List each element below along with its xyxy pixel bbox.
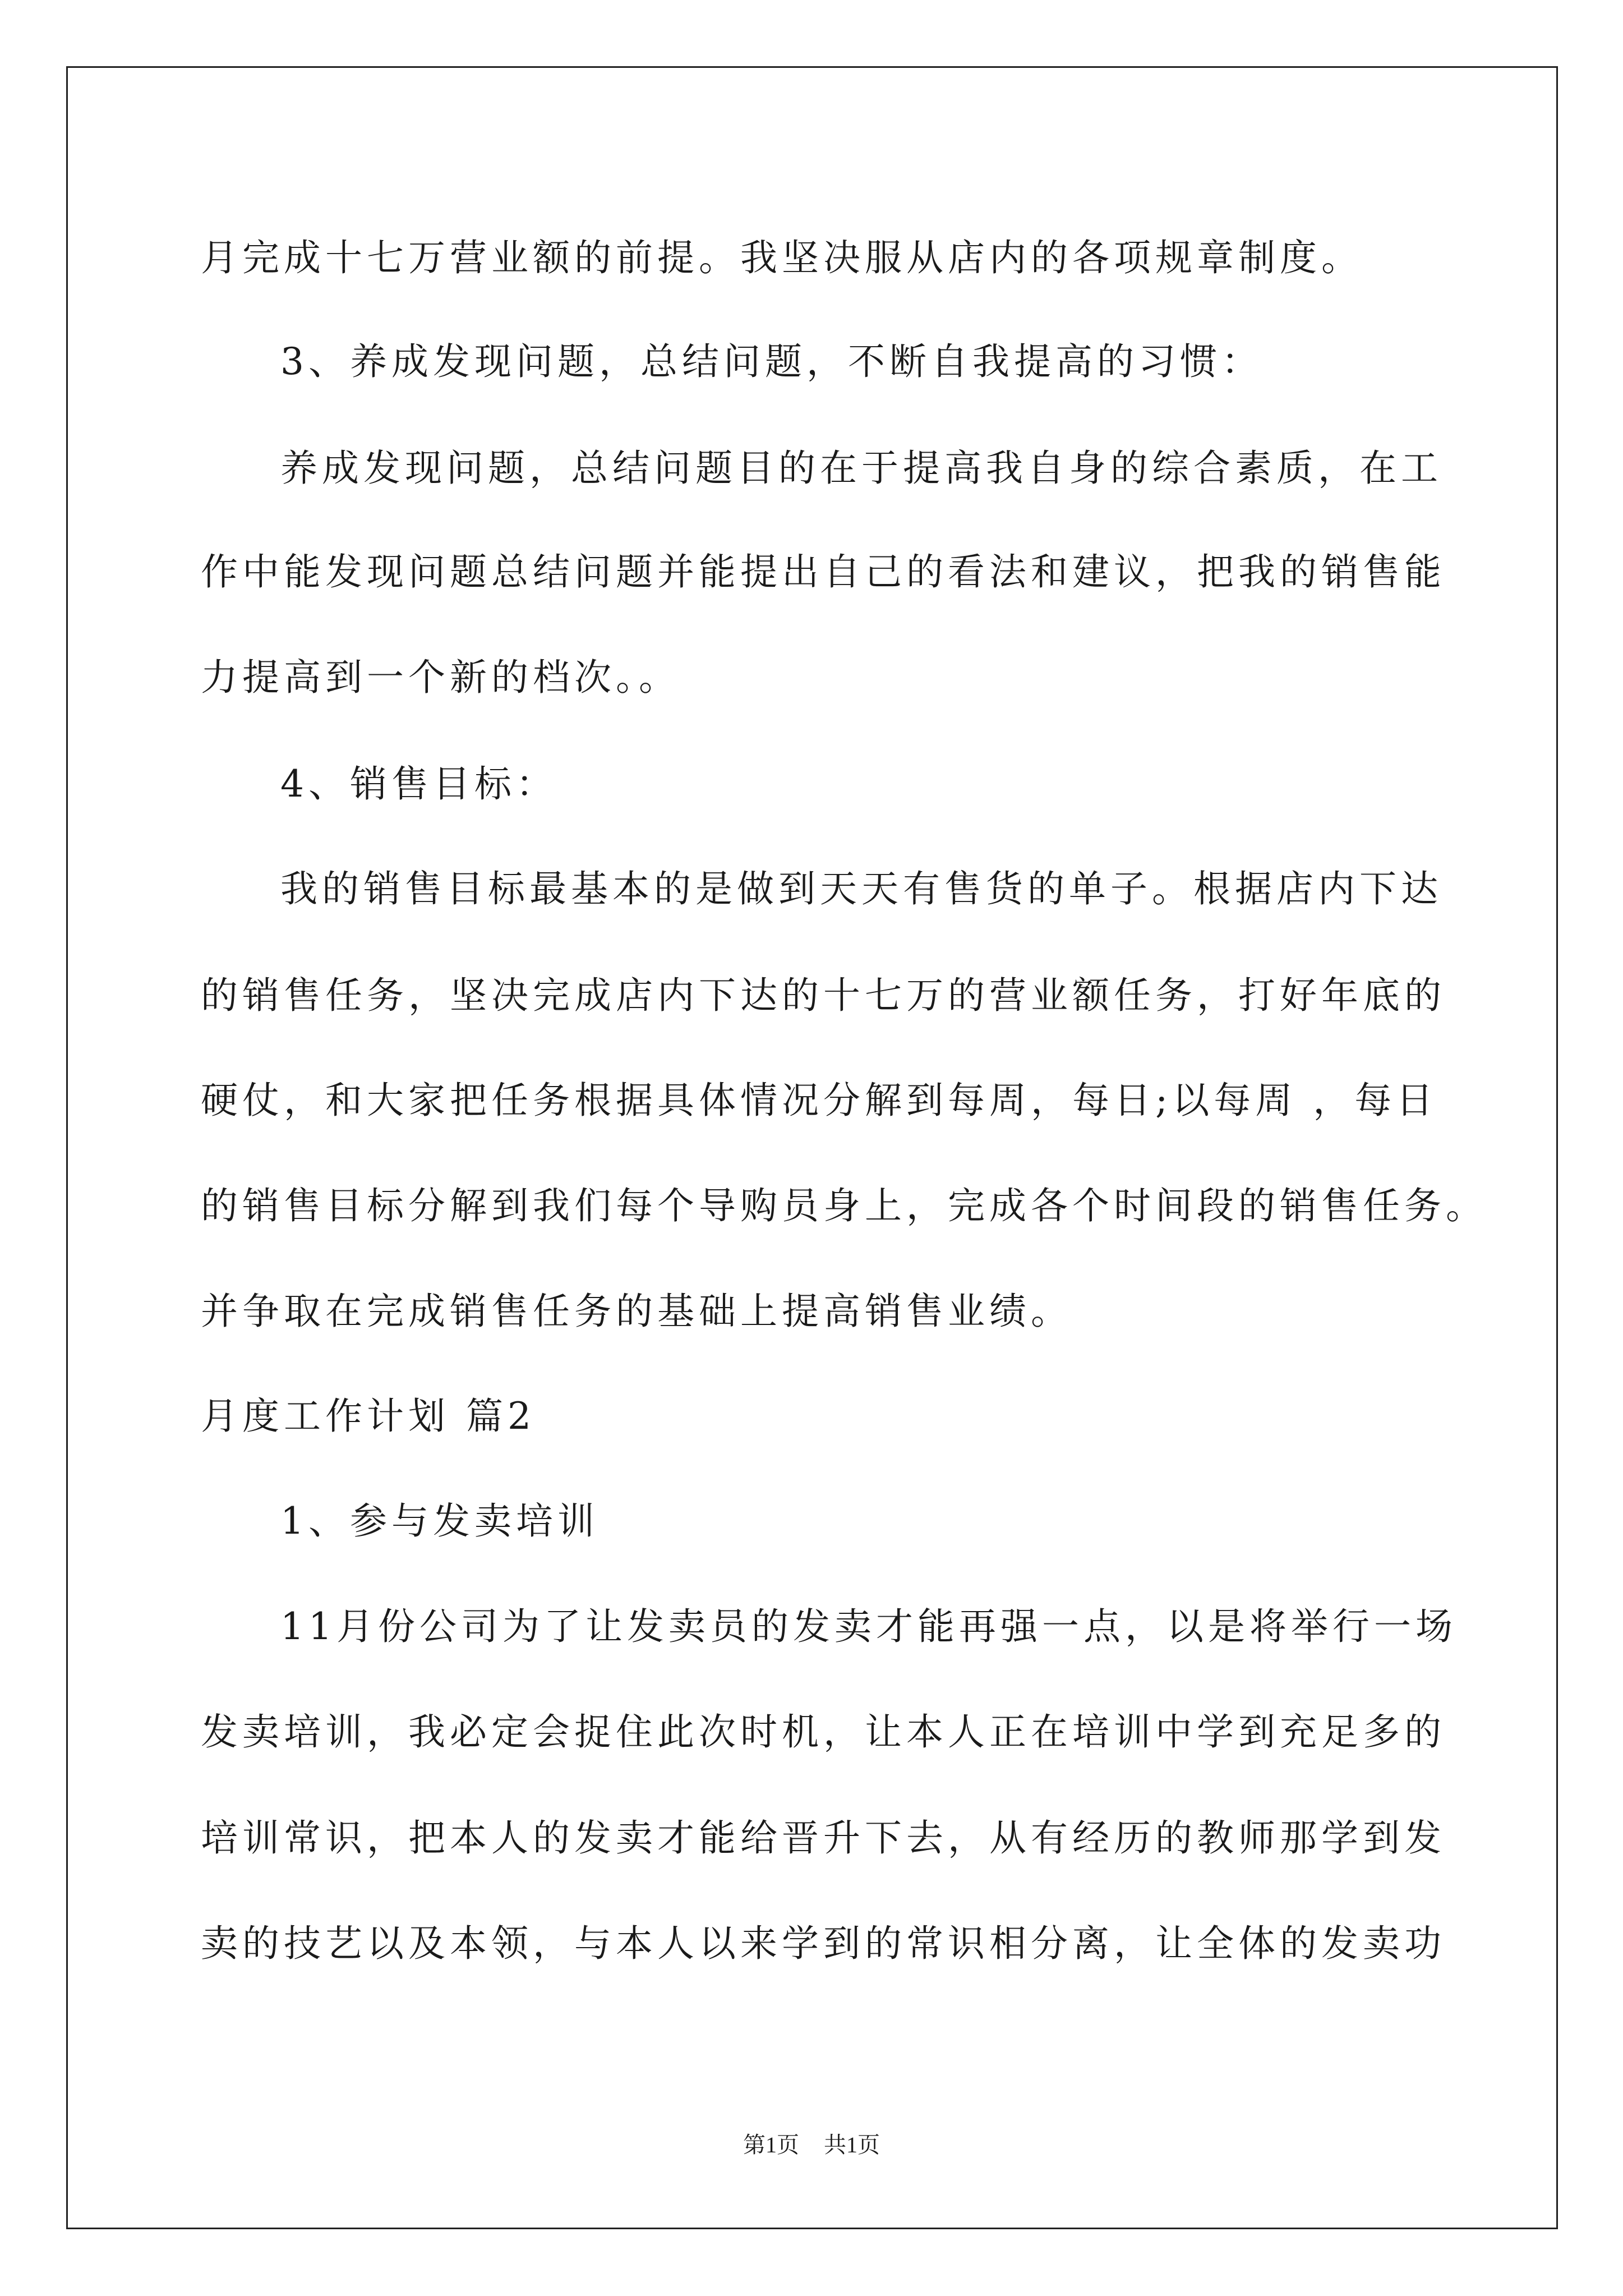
body-line: 作中能发现问题总结问题并能提出自己的看法和建议，把我的销售能 — [201, 550, 1446, 593]
body-line: 11月份公司为了让发卖员的发卖才能再强一点，以是将举行一场 — [280, 1605, 1457, 1648]
section-heading: 1、参与发卖培训 — [280, 1499, 599, 1543]
body-line: 培训常识，把本人的发卖才能给晋升下去，从有经历的教师那学到发 — [201, 1816, 1446, 1860]
page-number: 第1页 — [743, 2132, 799, 2157]
body-line: 养成发现问题，总结问题目的在于提高我自身的综合素质，在工 — [280, 447, 1442, 490]
page-total: 共1页 — [824, 2132, 880, 2157]
body-line: 我的销售目标最基本的是做到天天有售货的单子。根据店内下达 — [280, 867, 1442, 910]
page-border — [66, 66, 1558, 2229]
section-heading: 3、养成发现问题，总结问题，不断自我提高的习惯： — [280, 340, 1263, 383]
body-line: 硬仗，和大家把任务根据具体情况分解到每周，每日;以每周 ，每日 — [201, 1079, 1438, 1122]
body-line: 的销售目标分解到我们每个导购员身上，完成各个时间段的销售任务。 — [201, 1184, 1487, 1227]
page-footer — [0, 2132, 1623, 2159]
section-title: 月度工作计划 篇2 — [201, 1395, 536, 1438]
body-line: 的销售任务，坚决完成店内下达的十七万的营业额任务，打好年底的 — [201, 974, 1446, 1017]
body-line: 发卖培训，我必定会捉住此次时机，让本人正在培训中学到充足多的 — [201, 1710, 1446, 1754]
body-line: 力提高到一个新的档次。。 — [201, 656, 680, 699]
body-line: 并争取在完成销售任务的基础上提高销售业绩。 — [201, 1290, 1072, 1333]
body-line: 月完成十七万营业额的前提。我坚决服从店内的各项规章制度。 — [201, 236, 1363, 279]
section-heading: 4、销售目标： — [280, 762, 557, 806]
body-line: 卖的技艺以及本领，与本人以来学到的常识相分离，让全体的发卖功 — [201, 1922, 1446, 1965]
